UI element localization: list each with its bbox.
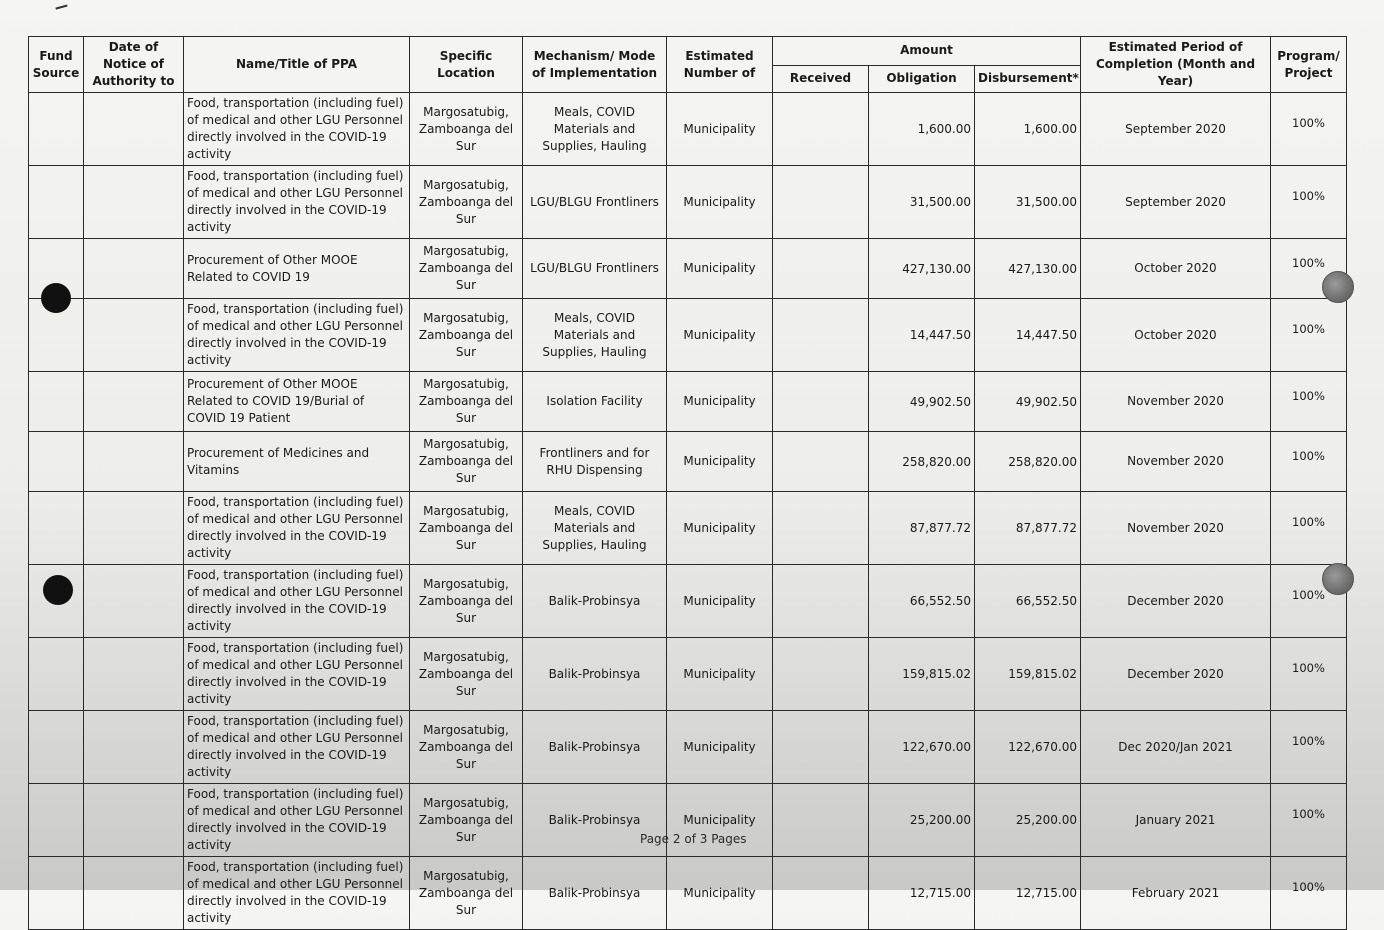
cell-mechanism: Meals, COVID Materials and Supplies, Hauling [523,299,667,372]
cell-mechanism: Isolation Facility [523,372,667,432]
cell-completion: September 2020 [1081,166,1271,239]
cell-date-notice [84,372,184,432]
cell-ppa: Food, transportation (including fuel) of medical and other LGU Personnel directly involved in the COVID-19 activity [184,299,410,372]
cell-estimated-number: Municipality [667,784,773,857]
cell-received [773,638,869,711]
cell-completion: November 2020 [1081,372,1271,432]
header-row [29,37,1347,66]
cell-program [1271,638,1347,711]
cell-obligation: 87,877.72 [869,492,975,565]
cell-completion: November 2020 [1081,432,1271,492]
cell-date-notice [84,565,184,638]
program-percent: 100% [1292,255,1325,270]
cell-received [773,857,869,930]
cell-completion: February 2021 [1081,857,1271,930]
cell-disbursement: 14,447.50 [975,299,1081,372]
col-name-title: Name/Title of PPA [184,37,410,93]
cell-date-notice [84,299,184,372]
cell-received [773,432,869,492]
cell-location: Margosatubig, Zamboanga del Sur [410,166,523,239]
cell-mechanism: Balik-Probinsya [523,784,667,857]
cell-location: Margosatubig, Zamboanga del Sur [410,565,523,638]
cell-disbursement: 159,815.02 [975,638,1081,711]
cell-completion: September 2020 [1081,93,1271,166]
cell-fund-source [29,638,84,711]
col-fund-source: Fund Source [29,37,84,93]
col-obligation: Obligation [869,65,975,92]
cell-program [1271,711,1347,784]
cell-fund-source [29,711,84,784]
cell-program [1271,432,1347,492]
cell-completion: November 2020 [1081,492,1271,565]
cell-estimated-number: Municipality [667,372,773,432]
cell-estimated-number: Municipality [667,166,773,239]
cell-disbursement: 87,877.72 [975,492,1081,565]
pen-mark [55,5,68,14]
punch-hole [1322,563,1354,595]
program-percent: 100% [1292,388,1325,403]
cell-date-notice [84,239,184,299]
cell-location: Margosatubig, Zamboanga del Sur [410,784,523,857]
program-percent: 100% [1292,189,1325,203]
punch-hole [1322,271,1354,303]
total-pages: 3 [699,832,708,846]
cell-estimated-number: Municipality [667,711,773,784]
cell-date-notice [84,492,184,565]
cell-mechanism: Balik-Probinsya [523,711,667,784]
cell-disbursement: 1,600.00 [975,93,1081,166]
cell-location: Margosatubig, Zamboanga del Sur [410,299,523,372]
cell-location: Margosatubig, Zamboanga del Sur [410,711,523,784]
cell-mechanism: Meals, COVID Materials and Supplies, Hauling [523,93,667,166]
table-body [29,93,1347,930]
program-percent: 100% [1292,448,1325,463]
cell-obligation: 12,715.00 [869,857,975,930]
cell-estimated-number: Municipality [667,857,773,930]
cell-ppa: Food, transportation (including fuel) of medical and other LGU Personnel directly involved in the COVID-19 activity [184,565,410,638]
cell-disbursement: 66,552.50 [975,565,1081,638]
cell-mechanism: Balik-Probinsya [523,857,667,930]
cell-estimated-number: Municipality [667,93,773,166]
program-percent: 100% [1292,588,1325,602]
cell-completion: January 2021 [1081,784,1271,857]
cell-ppa: Procurement of Medicines and Vitamins [184,432,410,492]
cell-received [773,784,869,857]
cell-obligation: 1,600.00 [869,93,975,166]
cell-location: Margosatubig, Zamboanga del Sur [410,372,523,432]
table-row [29,638,1347,711]
cell-received [773,372,869,432]
pages-word: Pages [711,832,747,846]
table-row [29,93,1347,166]
cell-mechanism: Balik-Probinsya [523,565,667,638]
cell-obligation: 31,500.00 [869,166,975,239]
cell-program [1271,492,1347,565]
cell-location: Margosatubig, Zamboanga del Sur [410,857,523,930]
cell-estimated-number: Municipality [667,299,773,372]
cell-disbursement: 25,200.00 [975,784,1081,857]
cell-estimated-number: Municipality [667,432,773,492]
cell-ppa: Food, transportation (including fuel) of medical and other LGU Personnel directly involved in the COVID-19 activity [184,638,410,711]
cell-location: Margosatubig, Zamboanga del Sur [410,492,523,565]
program-percent: 100% [1292,661,1325,675]
table-row [29,166,1347,239]
cell-fund-source [29,432,84,492]
page-footer [640,832,747,846]
program-percent: 100% [1292,880,1325,894]
col-mechanism: Mechanism/ Mode of Implementation [523,37,667,93]
of-word: of [684,832,696,846]
col-specific-location: Specific Location [410,37,523,93]
cell-mechanism: Meals, COVID Materials and Supplies, Hauling [523,492,667,565]
cell-completion: December 2020 [1081,565,1271,638]
cell-received [773,93,869,166]
cell-obligation: 122,670.00 [869,711,975,784]
cell-fund-source [29,372,84,432]
cell-program [1271,166,1347,239]
col-date-notice: Date of Notice of Authority to [84,37,184,93]
cell-date-notice [84,857,184,930]
cell-obligation: 427,130.00 [869,239,975,299]
cell-obligation: 14,447.50 [869,299,975,372]
cell-mechanism: Balik-Probinsya [523,638,667,711]
col-disbursement: Disbursement* [975,65,1081,92]
cell-received [773,299,869,372]
cell-received [773,166,869,239]
program-percent: 100% [1292,322,1325,336]
cell-date-notice [84,166,184,239]
program-percent: 100% [1292,807,1325,821]
col-completion: Estimated Period of Completion (Month and Year) [1081,37,1271,93]
cell-obligation: 159,815.02 [869,638,975,711]
cell-program [1271,784,1347,857]
cell-completion: October 2020 [1081,299,1271,372]
table-row [29,492,1347,565]
cell-mechanism: Frontliners and for RHU Dispensing [523,432,667,492]
cell-ppa: Food, transportation (including fuel) of medical and other LGU Personnel directly involved in the COVID-19 activity [184,492,410,565]
cell-disbursement: 31,500.00 [975,166,1081,239]
cell-ppa: Food, transportation (including fuel) of medical and other LGU Personnel directly involved in the COVID-19 activity [184,784,410,857]
cell-program [1271,857,1347,930]
table-row [29,857,1347,930]
cell-obligation: 258,820.00 [869,432,975,492]
cell-estimated-number: Municipality [667,239,773,299]
cell-obligation: 49,902.50 [869,372,975,432]
table-row [29,372,1347,432]
cell-program [1271,93,1347,166]
cell-mechanism: LGU/BLGU Frontliners [523,239,667,299]
cell-fund-source [29,784,84,857]
cell-received [773,565,869,638]
cell-program [1271,372,1347,432]
program-percent: 100% [1292,515,1325,529]
punch-hole [41,283,71,313]
cell-fund-source [29,492,84,565]
cell-date-notice [84,432,184,492]
cell-program [1271,299,1347,372]
cell-date-notice [84,638,184,711]
cell-disbursement: 258,820.00 [975,432,1081,492]
cell-ppa: Food, transportation (including fuel) of medical and other LGU Personnel directly involved in the COVID-19 activity [184,93,410,166]
cell-fund-source [29,93,84,166]
punch-hole [43,575,73,605]
cell-date-notice [84,784,184,857]
cell-location: Margosatubig, Zamboanga del Sur [410,239,523,299]
cell-completion: October 2020 [1081,239,1271,299]
cell-obligation: 66,552.50 [869,565,975,638]
cell-location: Margosatubig, Zamboanga del Sur [410,93,523,166]
cell-ppa: Procurement of Other MOOE Related to COVID 19 [184,239,410,299]
cell-ppa: Food, transportation (including fuel) of medical and other LGU Personnel directly involved in the COVID-19 activity [184,166,410,239]
program-percent: 100% [1292,734,1325,748]
col-program: Program/ Project [1271,37,1347,93]
cell-disbursement: 122,670.00 [975,711,1081,784]
cell-date-notice [84,93,184,166]
program-percent: 100% [1292,116,1325,130]
cell-disbursement: 49,902.50 [975,372,1081,432]
col-amount: Amount [773,37,1081,66]
cell-disbursement: 12,715.00 [975,857,1081,930]
cell-location: Margosatubig, Zamboanga del Sur [410,432,523,492]
cell-completion: Dec 2020/Jan 2021 [1081,711,1271,784]
col-estimated-number: Estimated Number of [667,37,773,93]
ppa-table [28,36,1347,930]
cell-fund-source [29,857,84,930]
cell-date-notice [84,711,184,784]
cell-received [773,711,869,784]
cell-received [773,492,869,565]
cell-ppa: Procurement of Other MOOE Related to COVID 19/Burial of COVID 19 Patient [184,372,410,432]
table-row [29,299,1347,372]
cell-obligation: 25,200.00 [869,784,975,857]
cell-estimated-number: Municipality [667,565,773,638]
col-received: Received [773,65,869,92]
page-word: Page [640,832,670,846]
cell-mechanism: LGU/BLGU Frontliners [523,166,667,239]
cell-completion: December 2020 [1081,638,1271,711]
cell-fund-source [29,166,84,239]
table-row [29,432,1347,492]
cell-ppa: Food, transportation (including fuel) of medical and other LGU Personnel directly involved in the COVID-19 activity [184,857,410,930]
cell-estimated-number: Municipality [667,492,773,565]
cell-estimated-number: Municipality [667,638,773,711]
cell-ppa: Food, transportation (including fuel) of medical and other LGU Personnel directly involved in the COVID-19 activity [184,711,410,784]
cell-received [773,239,869,299]
cell-location: Margosatubig, Zamboanga del Sur [410,638,523,711]
table-row [29,565,1347,638]
cell-disbursement: 427,130.00 [975,239,1081,299]
table-row [29,239,1347,299]
page-number: 2 [672,832,681,846]
table-row [29,711,1347,784]
